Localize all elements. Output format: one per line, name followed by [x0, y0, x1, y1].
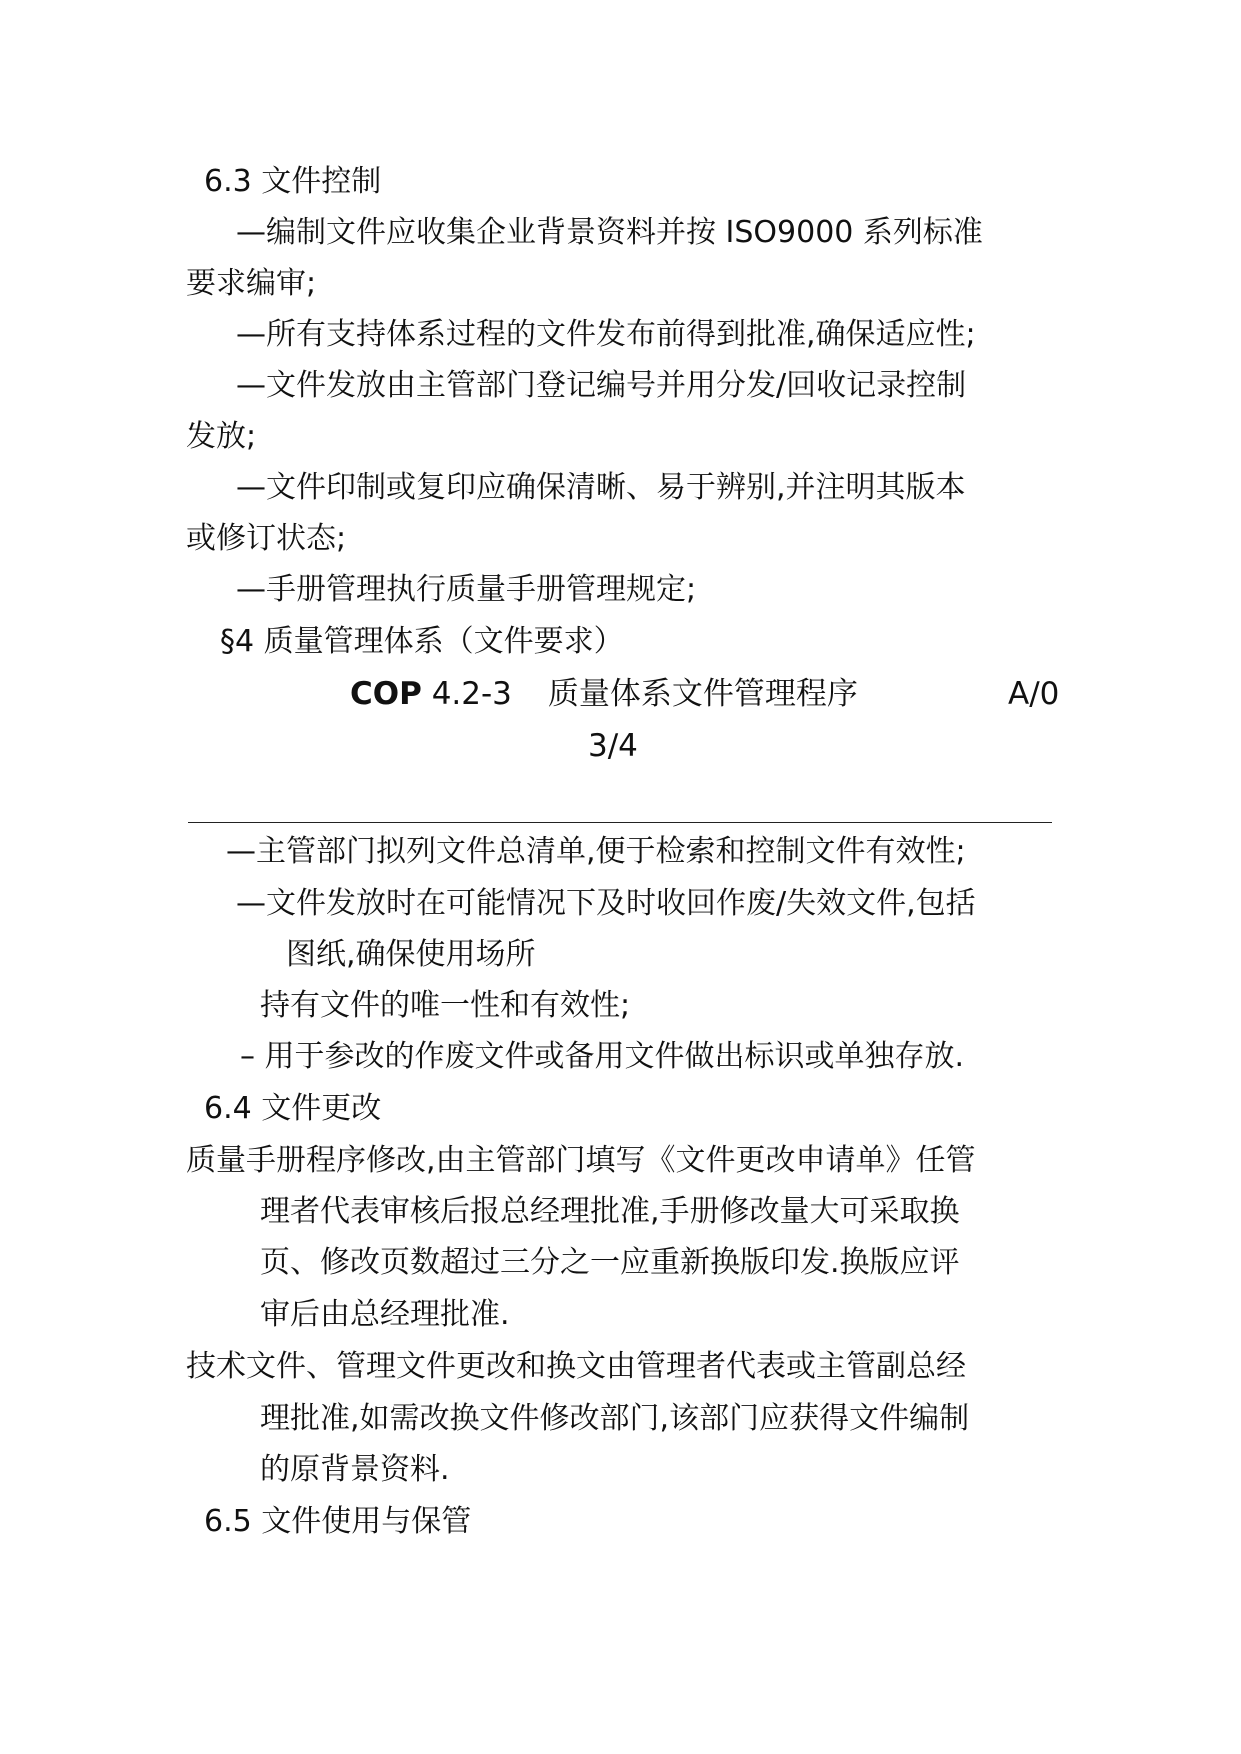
section-reference: §4 质量管理体系（文件要求） — [220, 624, 624, 659]
page-number: 3/4 — [588, 728, 638, 764]
paragraph-line: 发放; — [186, 419, 257, 454]
revision-label: A/0 — [1008, 676, 1060, 712]
paragraph-line: 的原背景资料. — [260, 1452, 450, 1487]
paragraph-line: —所有支持体系过程的文件发布前得到批准,确保适应性; — [236, 317, 976, 352]
paragraph-line: —主管部门拟列文件总清单,便于检索和控制文件有效性; — [226, 834, 966, 869]
document-title: 质量体系文件管理程序 — [547, 676, 858, 712]
paragraph-line: 理批准,如需改换文件修改部门,该部门应获得文件编制 — [260, 1401, 970, 1436]
document-code: COP — [350, 676, 422, 712]
paragraph-line: 或修订状态; — [186, 521, 347, 556]
document-code-block — [350, 672, 858, 716]
paragraph-line: —文件发放由主管部门登记编号并用分发/回收记录控制 — [236, 368, 967, 403]
header-divider — [188, 822, 1052, 823]
paragraph-line: 质量手册程序修改,由主管部门填写《文件更改申请单》任管 — [186, 1143, 976, 1178]
section-heading-6-3: 6.3 文件控制 — [204, 164, 382, 199]
paragraph-line: —文件印制或复印应确保清晰、易于辨别,并注明其版本 — [236, 470, 966, 505]
paragraph-line: 技术文件、管理文件更改和换文由管理者代表或主管副总经 — [186, 1349, 966, 1384]
paragraph-line: – 用于参改的作废文件或备用文件做出标识或单独存放. — [240, 1039, 965, 1074]
document-number: 4.2-3 — [431, 676, 512, 712]
paragraph-line: 要求编审; — [186, 266, 317, 301]
paragraph-line: 图纸,确保使用场所 — [286, 937, 536, 972]
paragraph-line: —手册管理执行质量手册管理规定; — [236, 572, 697, 607]
paragraph-line: 持有文件的唯一性和有效性; — [260, 988, 631, 1023]
section-heading-6-5: 6.5 文件使用与保管 — [204, 1504, 472, 1539]
section-heading-6-4: 6.4 文件更改 — [204, 1091, 382, 1126]
paragraph-line: 审后由总经理批准. — [260, 1297, 510, 1332]
paragraph-line: 页、修改页数超过三分之一应重新换版印发.换版应评 — [260, 1245, 960, 1280]
paragraph-line: —编制文件应收集企业背景资料并按 ISO9000 系列标准 — [236, 215, 983, 250]
paragraph-line: —文件发放时在可能情况下及时收回作废/失效文件,包括 — [236, 886, 976, 921]
paragraph-line: 理者代表审核后报总经理批准,手册修改量大可采取换 — [260, 1194, 960, 1229]
